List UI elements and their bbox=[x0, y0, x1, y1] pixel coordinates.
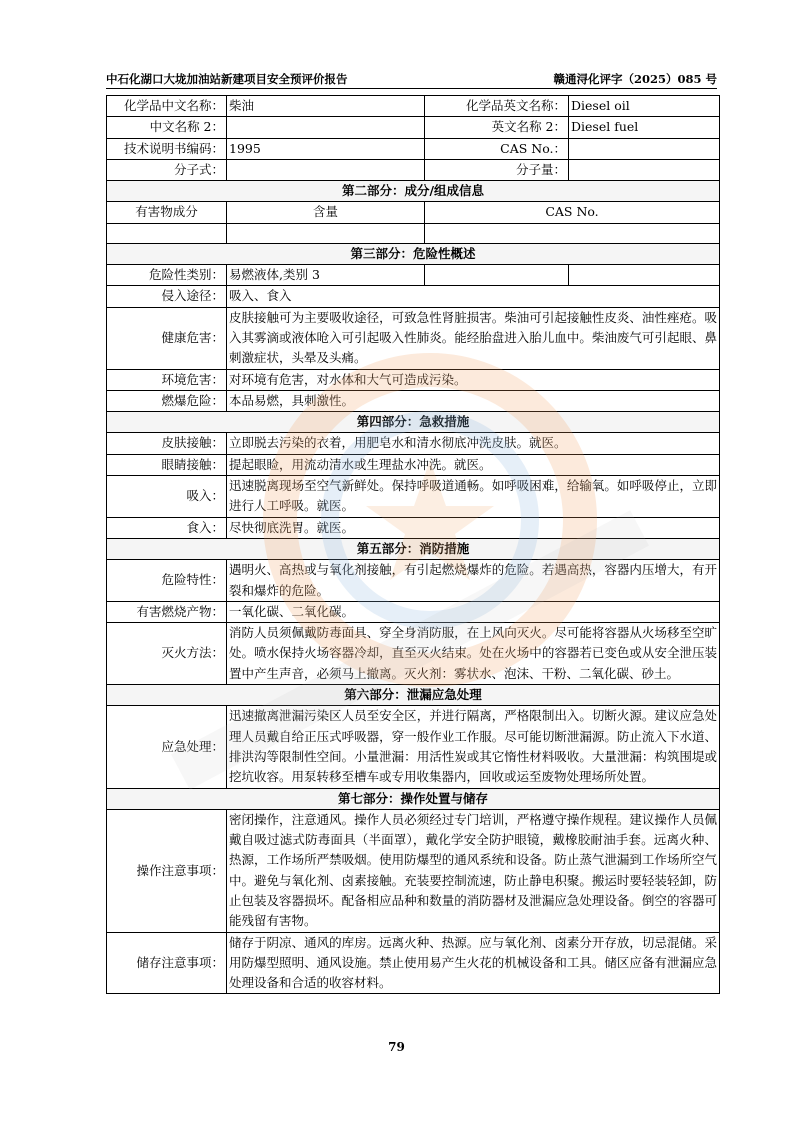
empty-cell bbox=[569, 265, 720, 286]
table-row bbox=[107, 286, 720, 307]
storage-value: 储存于阴凉、通风的库房。远离火种、热源。应与氧化剂、卤素分开存放，切忌混储。采用防爆型照明、通风设施。禁止使用易产生火花的机械设备和工具。储区应备有泄漏应急处理设备和合适的收容材料。 bbox=[227, 932, 720, 994]
section-title-part7: 第七部分：操作处置与储存 bbox=[107, 788, 720, 809]
ingest-value: 尽快彻底洗胃。就医。 bbox=[227, 517, 720, 538]
table-row bbox=[107, 159, 720, 180]
ingest-label: 食入： bbox=[107, 517, 227, 538]
table-row bbox=[107, 809, 720, 932]
table-row bbox=[107, 390, 720, 411]
section-title-part5: 第五部分：消防措施 bbox=[107, 538, 720, 559]
table-row bbox=[107, 265, 720, 286]
fire-hazard-label: 危险特性： bbox=[107, 560, 227, 602]
section-row bbox=[107, 181, 720, 202]
skin-value: 立即脱去污染的衣着，用肥皂水和清水彻底冲洗皮肤。就医。 bbox=[227, 433, 720, 454]
env-label: 环境危害： bbox=[107, 369, 227, 390]
formula-label: 分子式： bbox=[107, 159, 227, 180]
env-value: 对环境有危害，对水体和大气可造成污染。 bbox=[227, 369, 720, 390]
extinguish-label: 灭火方法： bbox=[107, 623, 227, 685]
table-row bbox=[107, 706, 720, 788]
mw-value bbox=[569, 159, 720, 180]
table-row bbox=[107, 369, 720, 390]
explosion-value: 本品易燃，具刺激性。 bbox=[227, 390, 720, 411]
cas-header: CAS No. bbox=[425, 202, 720, 223]
operation-label: 操作注意事项： bbox=[107, 809, 227, 932]
section-title-part6: 第六部分：泄漏应急处理 bbox=[107, 685, 720, 706]
en-name-value: Diesel oil bbox=[569, 96, 720, 117]
mw-label: 分子量： bbox=[425, 159, 569, 180]
table-row bbox=[107, 138, 720, 159]
spec-code-value: 1995 bbox=[227, 138, 425, 159]
operation-value: 密闭操作，注意通风。操作人员必须经过专门培训，严格遵守操作规程。建议操作人员佩戴自吸过滤式防毒面具（半面罩），戴化学安全防护眼镜，戴橡胶耐油手套。远离火种、热源，工作场所严禁吸烟。使用防爆型的通风系统和设备。防止蒸气泄漏到工作场所空气中。避免与氧化剂、卤素接触。充装要控制流速，防止静电积聚。搬运时要轻装轻卸，防止包装及容器损坏。配备相应品种和数量的消防器材及泄漏应急处理设备。倒空的容器可能残留有害物。 bbox=[227, 809, 720, 932]
cas-value bbox=[569, 138, 720, 159]
table-row bbox=[107, 223, 720, 243]
table-row bbox=[107, 117, 720, 138]
en-name-label: 化学品英文名称： bbox=[425, 96, 569, 117]
section-row bbox=[107, 412, 720, 433]
inhale-value: 迅速脱离现场至空气新鲜处。保持呼吸道通畅。如呼吸困难，给输氧。如呼吸停止，立即进行人工呼吸。就医。 bbox=[227, 476, 720, 518]
section-title-part4: 第四部分：急救措施 bbox=[107, 412, 720, 433]
cn-name-label: 化学品中文名称： bbox=[107, 96, 227, 117]
section-row bbox=[107, 538, 720, 559]
combustion-products-value: 一氧化碳、二氧化碳。 bbox=[227, 601, 720, 622]
health-label: 健康危害： bbox=[107, 307, 227, 369]
hazard-category-label: 危险性类别： bbox=[107, 265, 227, 286]
cn-name-value: 柴油 bbox=[227, 96, 425, 117]
route-label: 侵入途径： bbox=[107, 286, 227, 307]
cn-name2-label: 中文名称 2： bbox=[107, 117, 227, 138]
section-title-part3: 第三部分：危险性概述 bbox=[107, 243, 720, 264]
inhale-label: 吸入： bbox=[107, 476, 227, 518]
storage-label: 储存注意事项： bbox=[107, 932, 227, 994]
table-row bbox=[107, 202, 720, 223]
extinguish-value: 消防人员须佩戴防毒面具、穿全身消防服，在上风向灭火。尽可能将容器从火场移至空旷处。喷水保持火场容器冷却，直至灭火结束。处在火场中的容器若已变色或从安全泄压装置中产生声音，必须马上撤离。灭火剂：雾状水、泡沫、干粉、二氧化碳、砂土。 bbox=[227, 623, 720, 685]
report-title: 中石化湖口大垅加油站新建项目安全预评价报告 bbox=[106, 72, 348, 86]
table-row bbox=[107, 454, 720, 475]
route-value: 吸入、食入 bbox=[227, 286, 720, 307]
emergency-value: 迅速撤离泄漏污染区人员至安全区，并进行隔离，严格限制出入。切断火源。建议应急处理人员戴自给正压式呼吸器，穿一般作业工作服。尽可能切断泄漏源。防止流入下水道、排洪沟等限制性空间。小量泄漏：用活性炭或其它惰性材料吸收。大量泄漏：构筑围堤或挖坑收容。用泵转移至槽车或专用收集器内，回收或运至废物处理场所处置。 bbox=[227, 706, 720, 788]
report-number: 赣通浔化评字（2025）085 号 bbox=[553, 72, 717, 86]
table-row bbox=[107, 560, 720, 602]
formula-value bbox=[227, 159, 425, 180]
cas-label: CAS No.： bbox=[425, 138, 569, 159]
table-row bbox=[107, 307, 720, 369]
table-row bbox=[107, 517, 720, 538]
table-row bbox=[107, 96, 720, 117]
empty-cell bbox=[107, 223, 227, 243]
explosion-label: 燃爆危险： bbox=[107, 390, 227, 411]
spec-code-label: 技术说明书编码： bbox=[107, 138, 227, 159]
combustion-products-label: 有害燃烧产物： bbox=[107, 601, 227, 622]
empty-cell bbox=[425, 265, 569, 286]
empty-cell bbox=[425, 223, 720, 243]
fire-hazard-value: 遇明火、高热或与氧化剂接触，有引起燃烧爆炸的危险。若遇高热，容器内压增大，有开裂和爆炸的危险。 bbox=[227, 560, 720, 602]
content-header: 含量 bbox=[227, 202, 425, 223]
hazard-category-value: 易燃液体,类别 3 bbox=[227, 265, 425, 286]
skin-label: 皮肤接触： bbox=[107, 433, 227, 454]
component-header: 有害物成分 bbox=[107, 202, 227, 223]
en-name2-value: Diesel fuel bbox=[569, 117, 720, 138]
empty-cell bbox=[227, 223, 425, 243]
table-row bbox=[107, 932, 720, 994]
cn-name2-value bbox=[227, 117, 425, 138]
en-name2-label: 英文名称 2： bbox=[425, 117, 569, 138]
table-row bbox=[107, 601, 720, 622]
section-title-part2: 第二部分：成分/组成信息 bbox=[107, 181, 720, 202]
section-row bbox=[107, 788, 720, 809]
emergency-label: 应急处理： bbox=[107, 706, 227, 788]
section-row bbox=[107, 243, 720, 264]
section-row bbox=[107, 685, 720, 706]
eye-value: 提起眼睑，用流动清水或生理盐水冲洗。就医。 bbox=[227, 454, 720, 475]
page-number: 79 bbox=[388, 1040, 405, 1054]
page-header bbox=[106, 69, 717, 89]
table-row bbox=[107, 623, 720, 685]
msds-table bbox=[106, 95, 720, 994]
table-row bbox=[107, 476, 720, 518]
eye-label: 眼睛接触： bbox=[107, 454, 227, 475]
table-row bbox=[107, 433, 720, 454]
health-value: 皮肤接触可为主要吸收途径，可致急性肾脏损害。柴油可引起接触性皮炎、油性痤疮。吸入其雾滴或液体呛入可引起吸入性肺炎。能经胎盘进入胎儿血中。柴油废气可引起眼、鼻刺激症状，头晕及头痛。 bbox=[227, 307, 720, 369]
